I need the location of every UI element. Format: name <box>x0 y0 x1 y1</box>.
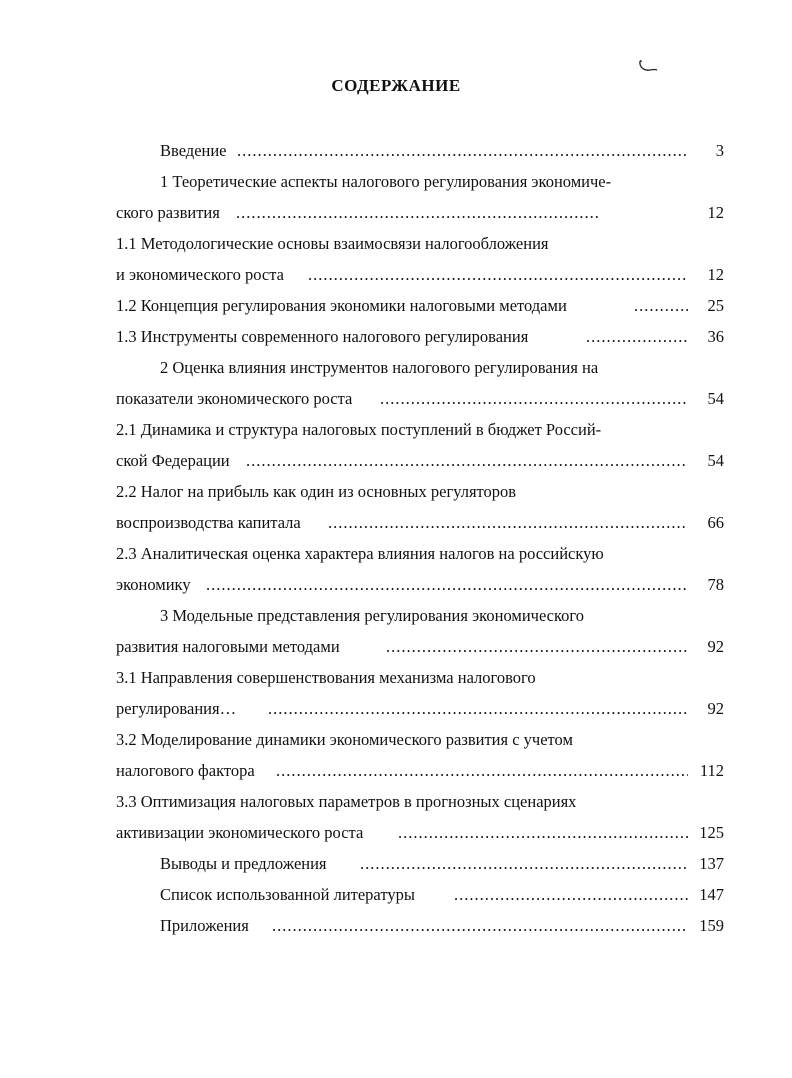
toc-entry <box>0 449 792 473</box>
toc-entry-title: 1.1 Методологические основы взаимосвязи налогообложения <box>116 234 549 253</box>
toc-entry <box>0 759 792 783</box>
toc-entry <box>0 790 792 814</box>
toc-entry-page-number: 137 <box>699 854 724 873</box>
toc-entry <box>0 232 792 256</box>
toc-entry-page-number: 54 <box>707 389 724 408</box>
toc-entry <box>0 263 792 287</box>
toc-entry-title: 2 Оценка влияния инструментов налогового регулирования на <box>160 358 599 377</box>
toc-entry <box>0 387 792 411</box>
toc-entry-title: 3.2 Моделирование динамики экономического развития с учетом <box>116 730 573 749</box>
toc-entry <box>0 170 792 194</box>
toc-entry-page-number: 12 <box>707 203 724 222</box>
toc-entry-title: регулирования… <box>116 699 237 718</box>
toc-entry-page-number: 125 <box>699 823 724 842</box>
leader-dots <box>276 759 688 783</box>
toc-entry <box>0 635 792 659</box>
toc-entry-page-number: 25 <box>707 296 724 315</box>
leader-dots <box>634 294 688 318</box>
toc-entry-page-number: 159 <box>699 916 724 935</box>
toc-entry <box>0 914 792 938</box>
leader-dots <box>360 852 688 876</box>
toc-entry <box>0 821 792 845</box>
toc-entry-page-number: 12 <box>707 265 724 284</box>
toc-entry-page-number: 147 <box>699 885 724 904</box>
toc-entry <box>0 294 792 318</box>
toc-entry-title: Приложения <box>160 916 249 935</box>
toc-entry-title: ского развития <box>116 203 220 222</box>
toc-entry-page-number: 92 <box>707 699 724 718</box>
leader-dots <box>328 511 688 535</box>
toc-entry <box>0 418 792 442</box>
toc-entry-title: активизации экономического роста <box>116 823 364 842</box>
toc-entry-page-number: 3 <box>715 141 724 160</box>
toc-entry-title: 1.3 Инструменты современного налогового регулирования <box>116 327 529 346</box>
toc-entry-title: 2.2 Налог на прибыль как один из основных регуляторов <box>116 482 517 501</box>
handwritten-mark-icon <box>638 58 660 74</box>
toc-entry-title: налогового фактора <box>116 761 255 780</box>
leader-dots <box>268 697 688 721</box>
toc-entry-page-number: 92 <box>707 637 724 656</box>
leader-dots <box>398 821 688 845</box>
toc-entry-title: 1.2 Концепция регулирования экономики налоговыми методами <box>116 296 567 315</box>
toc-entry <box>0 511 792 535</box>
toc-entry-title: 2.1 Динамика и структура налоговых поступлений в бюджет Россий- <box>116 420 602 439</box>
toc-entry <box>0 356 792 380</box>
toc-entry <box>0 883 792 907</box>
leader-dots <box>454 883 688 907</box>
toc-entry-title: 3.1 Направления совершенствования механизма налогового <box>116 668 536 687</box>
toc-entry-title: воспроизводства капитала <box>116 513 301 532</box>
toc-entry-title: Введение <box>160 141 227 160</box>
leader-dots <box>386 635 688 659</box>
toc-entry-title: показатели экономического роста <box>116 389 353 408</box>
toc-entry-title: Выводы и предложения <box>160 854 327 873</box>
leader-dots <box>236 201 600 225</box>
toc-entry <box>0 852 792 876</box>
toc-entry-title: 2.3 Аналитическая оценка характера влияния налогов на российскую <box>116 544 604 563</box>
toc-entry-page-number: 36 <box>707 327 724 346</box>
toc-entry-title: 3 Модельные представления регулирования экономического <box>160 606 585 625</box>
leader-dots <box>246 449 688 473</box>
toc-entry <box>0 480 792 504</box>
toc-entry-title: 1 Теоретические аспекты налогового регулирования экономиче- <box>160 172 612 191</box>
toc-entry-page-number: 54 <box>707 451 724 470</box>
leader-dots <box>272 914 688 938</box>
leader-dots <box>237 139 688 163</box>
toc-entry-title: Список использованной литературы <box>160 885 415 904</box>
leader-dots <box>206 573 688 597</box>
toc-entry-page-number: 78 <box>707 575 724 594</box>
toc-entry-title: 3.3 Оптимизация налоговых параметров в прогнозных сценариях <box>116 792 577 811</box>
leader-dots <box>380 387 688 411</box>
toc-entry <box>0 697 792 721</box>
toc-entry <box>0 201 792 225</box>
toc-entry <box>0 139 792 163</box>
toc-entry-title: развития налоговыми методами <box>116 637 340 656</box>
toc-entry-title: и экономического роста <box>116 265 284 284</box>
toc-entry-page-number: 66 <box>707 513 724 532</box>
leader-dots <box>308 263 688 287</box>
toc-entry-title: ской Федерации <box>116 451 230 470</box>
toc-entry-page-number: 112 <box>699 761 724 780</box>
toc-entry <box>0 573 792 597</box>
toc-entry <box>0 666 792 690</box>
toc-entry <box>0 728 792 752</box>
page-title: СОДЕРЖАНИЕ <box>331 76 461 95</box>
toc-entry-title: экономику <box>116 575 191 594</box>
toc-entry <box>0 325 792 349</box>
toc-entry <box>0 604 792 628</box>
leader-dots <box>586 325 688 349</box>
toc-entry <box>0 542 792 566</box>
